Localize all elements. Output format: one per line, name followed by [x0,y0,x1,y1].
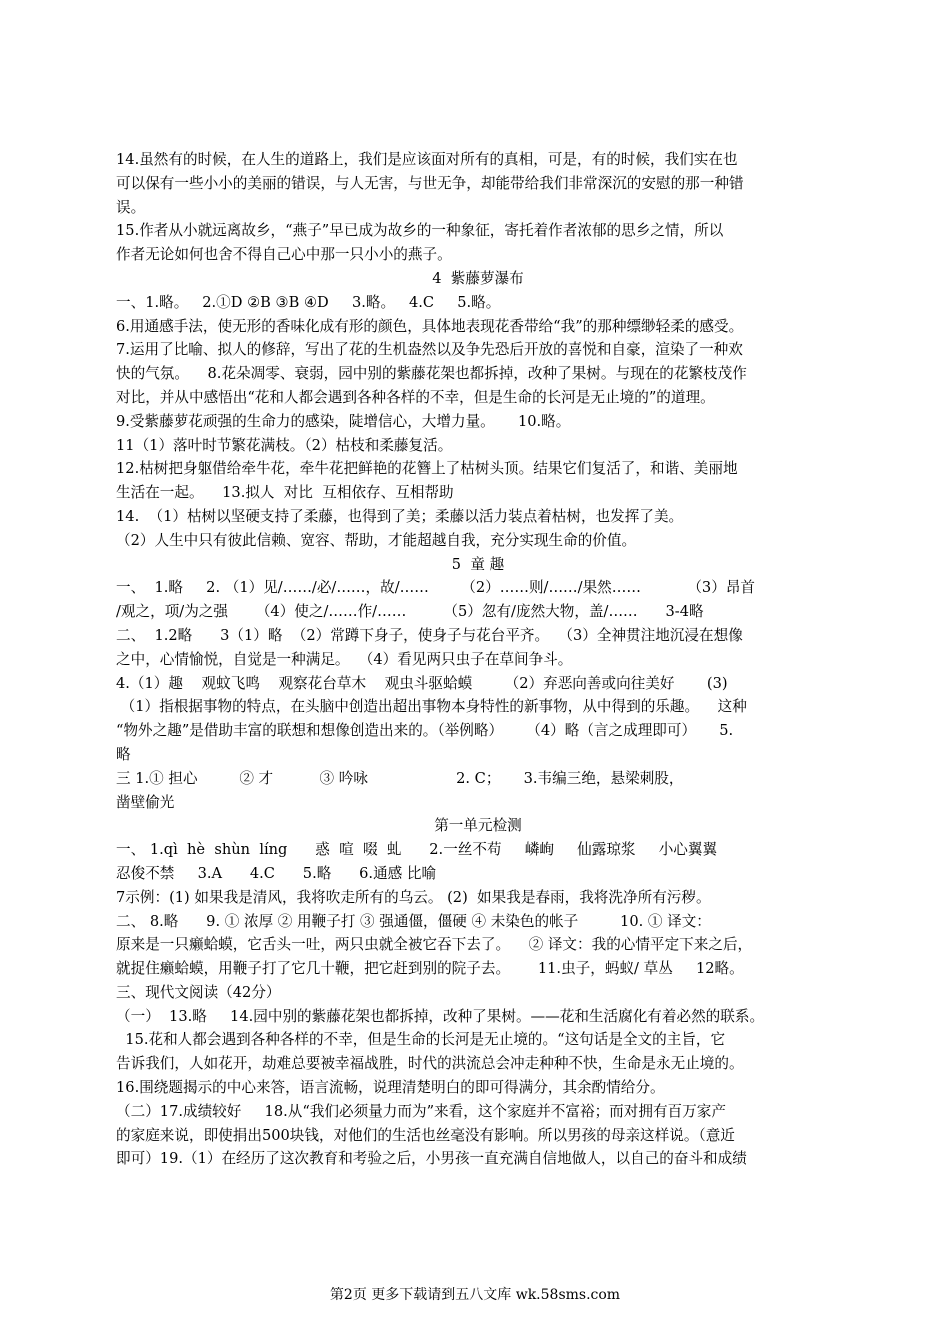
text-line: 作者无论如何也舍不得自己心中那一只小小的燕子。 [116,246,452,264]
section-heading: 4 紫藤萝瀑布 [432,269,524,287]
text-line: 就捉住癞蛤蟆，用鞭子打了它几十鞭，把它赶到别的院子去。 11.虫子，蚂蚁/ 草丛 12略。 [116,960,744,978]
text-line: 11（1）落叶时节繁花满枝。（2）枯枝和柔藤复活。 [116,436,453,454]
text-line: 14. （1）枯树以坚硬支持了柔藤，也得到了美；柔藤以活力装点着枯树，也发挥了美。 [116,507,684,525]
text-line: 略 [116,745,131,763]
text-line: /观之，项/为之强 （4）使之/……作/…… （5）忽有/庞然大物，盖/…… 3-4略 [116,603,704,621]
text-line: 7.运用了比喻、拟人的修辞，写出了花的生机盎然以及争先恐后开放的喜悦和自豪，渲染了一种欢 [116,341,743,359]
text-line: 15.作者从小就远离故乡，“燕子”早已成为故乡的一种象征，寄托着作者浓郁的思乡之情，所以 [116,222,724,240]
text-line: 告诉我们，人如花开，劫难总要被幸福战胜，时代的洪流总会冲走种种不快，生命是永无止境的。 [116,1055,744,1073]
text-line: 一、1.略。 2.①D ②B ③B ④D 3.略。 4.C 5.略。 [116,293,501,311]
text-line: 4.（1）趣 观蚊飞鸣 观察花台草木 观虫斗驱蛤蟆 （2）弃恶向善或向往美好 (3) [116,674,728,692]
text-line: （二）17.成绩较好 18.从“我们必须量力而为”来看，这个家庭并不富裕；而对拥有百万家产 [116,1102,726,1120]
text-line: 三、现代文阅读（42分） [116,983,281,1001]
text-line: 生活在一起。 13.拟人 对比 互相依存、互相帮助 [116,484,454,502]
text-line: 对比，并从中感悟出“花和人都会遇到各种各样的不幸，但是生命的长河是无止境的”的道理。 [116,388,715,406]
text-line: 可以保有一些小小的美丽的错误，与人无害，与世无争，却能带给我们非常深沉的安慰的那一种错 [116,174,744,192]
text-line: 之中，心情愉悦，自觉是一种满足。 （4）看见两只虫子在草间争斗。 [116,650,573,668]
text-line: 三 1.① 担心 ② 才 ③ 吟咏 2. C； 3.韦编三绝，悬梁刺股， [116,769,684,787]
document-body [116,148,840,1171]
text-line: 的家庭来说，即使捐出500块钱，对他们的生活也丝毫没有影响。所以男孩的母亲这样说。（意近 [116,1126,735,1144]
text-line: 9.受紫藤萝花顽强的生命力的感染，陡增信心，大增力量。 10.略。 [116,412,571,430]
text-line: 12.枯树把身躯借给牵牛花，牵牛花把鲜艳的花簪上了枯树头顶。结果它们复活了，和谐、美丽地 [116,460,738,478]
section-heading: 5 童 趣 [451,555,505,573]
text-line: 一、 1.略 2. （1）见/……/必/……，故/…… （2）……则/……/果然…… （3）昂首 [116,579,755,597]
section-heading: 第一单元检测 [434,817,522,835]
text-line: 凿壁偷光 [116,793,175,811]
text-line: 原来是一只癞蛤蟆，它舌头一吐，两只虫就全被它吞下去了。 ② 译文：我的心情平定下来之后， [116,936,753,954]
text-line: 快的气氛。 8.花朵凋零、衰弱，园中别的紫藤花架也都拆掉，改种了果树。与现在的花繁枝茂作 [116,365,747,383]
page-footer: 第2页 更多下载请到五八文库 wk.58sms.com [329,1287,621,1303]
text-line: 二、 1.2略 3（1）略 （2）常蹲下身子，使身子与花台平齐。 （3）全神贯注地沉浸在想像 [116,626,743,644]
text-line: 16.围绕题揭示的中心来答，语言流畅，说理清楚明白的即可得满分，其余酌情给分。 [116,1079,665,1097]
text-line: （2）人生中只有彼此信赖、宽容、帮助，才能超越自我，充分实现生命的价值。 [116,531,637,549]
text-line: 15.花和人都会遇到各种各样的不幸，但是生命的长河是无止境的。“这句话是全文的主旨，它 [116,1031,726,1049]
text-line: 即可）19.（1）在经历了这次教育和考验之后，小男孩一直充满自信地做人，以自己的奋斗和成绩 [116,1150,747,1168]
text-line: “物外之趣”是借助丰富的联想和想像创造出来的。（举例略） （4）略（言之成理即可） 5. [116,722,734,740]
text-line: 忍俊不禁 3.A 4.C 5.略 6.通感 比喻 [116,864,437,882]
text-line: （一） 13.略 14.园中别的紫藤花架也都拆掉，改种了果树。——花和生活腐化有着必然的联系。 [116,1007,765,1025]
text-line: 6.用通感手法，使无形的香味化成有形的颜色，具体地表现花香带给“我”的那种缥缈轻柔的感受。 [116,317,744,335]
text-line: 一、 1.qì hè shùn líng 惑 喧 啜 虬 2.一丝不苟 嶙峋 仙露琼浆 小心翼翼 [116,841,718,859]
text-line: 7示例：(1) 如果我是清风，我将吹走所有的乌云。 (2) 如果我是春雨，我将洗净所有污秽。 [116,888,711,906]
text-line: （1）指根据事物的特点，在头脑中创造出超出事物本身特性的新事物，从中得到的乐趣。 这种 [116,698,747,716]
text-line: 14.虽然有的时候，在人生的道路上，我们是应该面对所有的真相，可是，有的时候，我们实在也 [116,151,738,168]
text-line: 误。 [116,198,146,216]
text-line: 二、 8.略 9. ① 浓厚 ② 用鞭子打 ③ 强通僵，僵硬 ④ 未染色的帐子 10. ① 译文： [116,912,711,930]
